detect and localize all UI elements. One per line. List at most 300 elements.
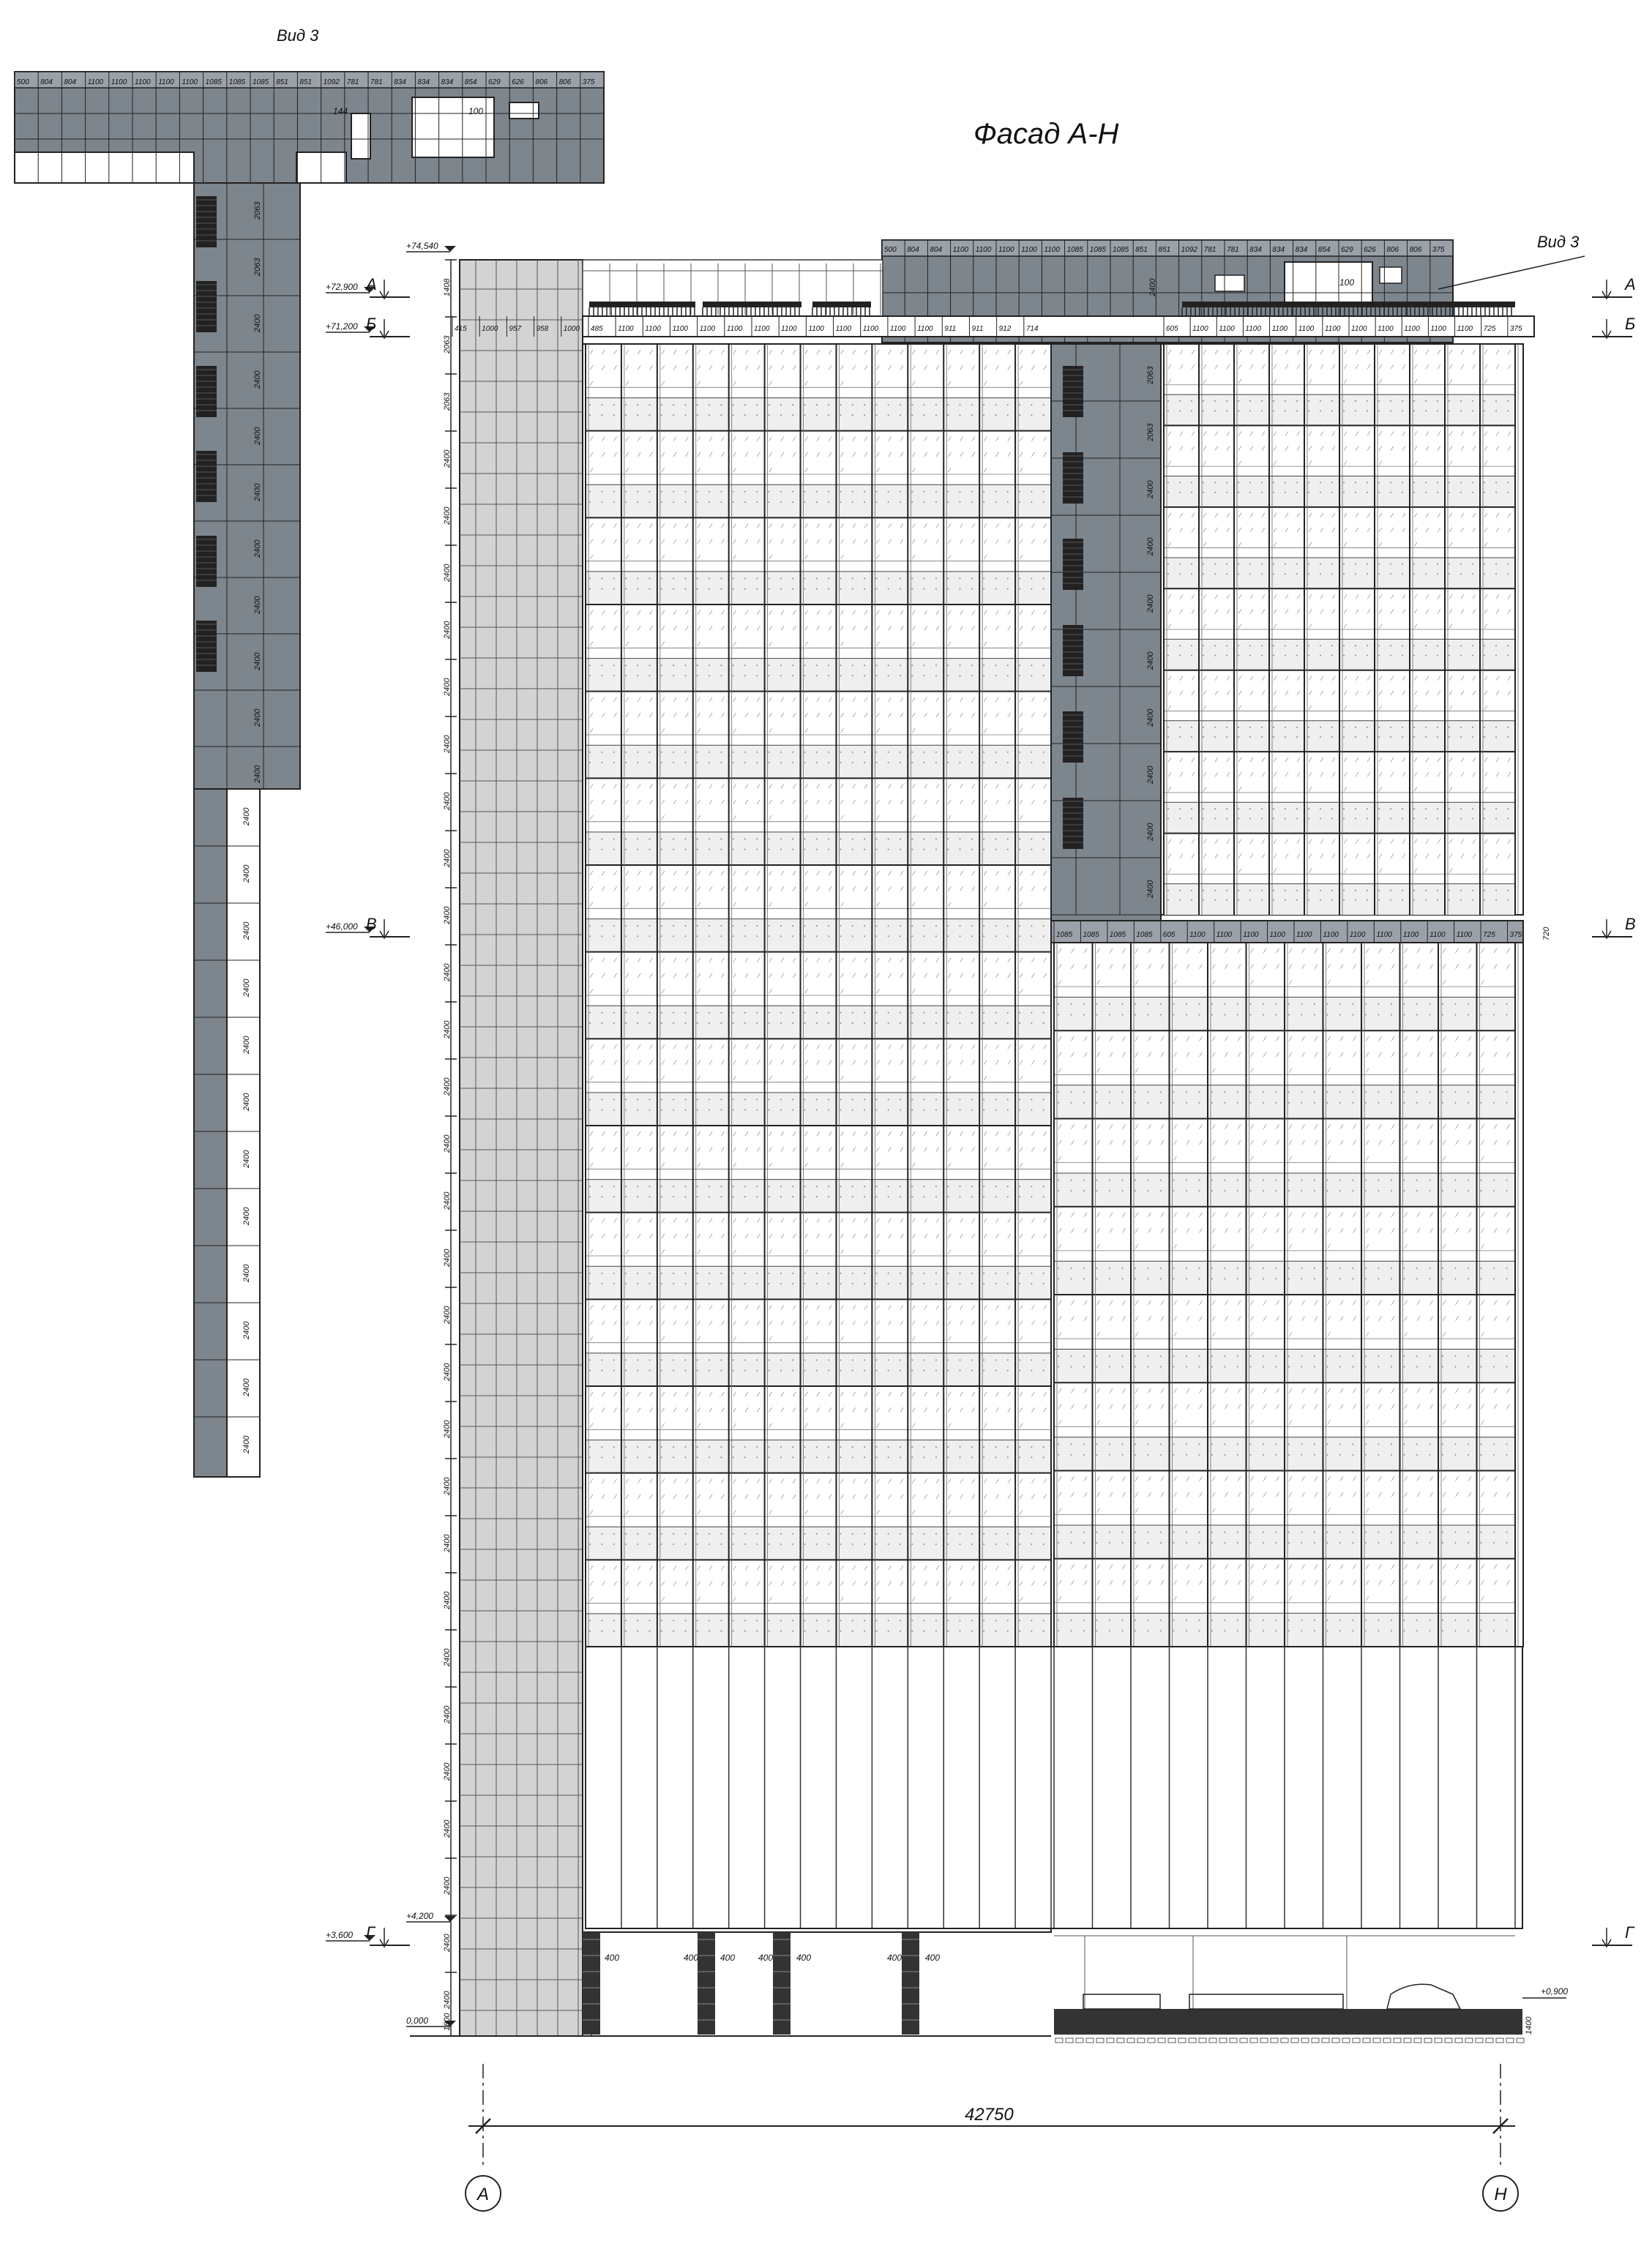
spandrel-dot: [1308, 655, 1309, 656]
spandrel-dot: [601, 1446, 602, 1448]
spandrel-dot: [661, 1620, 662, 1621]
spandrel-dot: [769, 1022, 770, 1024]
spandrel-dot: [840, 1456, 841, 1458]
spandrel-dot: [1429, 1003, 1431, 1005]
spandrel-dot: [1019, 925, 1020, 927]
spandrel-dot: [613, 1196, 615, 1197]
spandrel-dot: [995, 414, 996, 416]
spandrel-dot: [911, 675, 913, 676]
spandrel-dot: [589, 588, 591, 590]
spandrel-dot: [1261, 400, 1263, 402]
spandrel-dot: [1191, 890, 1192, 891]
spandrel-dot: [709, 1099, 710, 1100]
spandrel-dot: [935, 1359, 937, 1361]
louver-panel: [1063, 366, 1083, 417]
spandrel-dot: [1043, 404, 1044, 405]
width-label: 415: [455, 325, 467, 333]
spandrel-dot: [684, 1533, 686, 1535]
spandrel-dot: [1413, 736, 1415, 738]
spandrel-dot: [733, 1543, 734, 1545]
spandrel-dot: [1109, 1278, 1110, 1279]
spandrel-dot: [709, 849, 710, 850]
spandrel-dot: [1226, 890, 1227, 891]
spandrel-dot: [1367, 899, 1368, 901]
spandrel-dot: [684, 665, 686, 666]
spandrel-dot: [804, 1456, 806, 1458]
spandrel-dot: [1481, 1268, 1482, 1269]
spandrel-dot: [601, 1359, 602, 1361]
spandrel-dot: [1413, 818, 1415, 820]
spandrel-dot: [1493, 1003, 1495, 1005]
spandrel-dot: [935, 1186, 937, 1187]
spandrel-dot: [1472, 899, 1473, 901]
spandrel-dot: [983, 577, 984, 579]
spandrel-dot: [828, 1359, 829, 1361]
spandrel-dot: [983, 588, 984, 590]
spandrel-dot: [864, 1099, 865, 1100]
spandrel-dot: [780, 752, 782, 753]
louver-panel: [196, 451, 217, 502]
width-label: 1100: [781, 325, 797, 333]
height-label: 2063: [1146, 366, 1155, 384]
height-label: 2400: [242, 1378, 251, 1396]
spandrel-dot: [816, 665, 818, 666]
spandrel-dot: [1043, 935, 1044, 937]
spandrel-dot: [1308, 727, 1309, 728]
spandrel-dot: [1355, 736, 1356, 738]
spandrel-dot: [1238, 564, 1239, 565]
spandrel-dot: [983, 1533, 984, 1535]
width-label: 1100: [1245, 325, 1261, 333]
spandrel-dot: [589, 1099, 591, 1100]
spandrel-dot: [875, 588, 877, 590]
spandrel-dot: [1425, 482, 1427, 483]
spandrel-dot: [804, 1543, 806, 1545]
spandrel-dot: [1019, 1543, 1020, 1545]
spandrel-dot: [947, 849, 949, 850]
spandrel-dot: [780, 1022, 782, 1024]
spandrel-dot: [1429, 1278, 1431, 1279]
spandrel-dot: [1343, 727, 1345, 728]
spandrel-dot: [804, 665, 806, 666]
spandrel-dot: [852, 491, 853, 493]
spandrel-dot: [673, 675, 674, 676]
spandrel-dot: [816, 838, 818, 839]
width-label: 725: [1483, 325, 1496, 333]
spandrel-dot: [1484, 492, 1485, 493]
spandrel-dot: [947, 1620, 949, 1621]
spandrel-dot: [1167, 655, 1169, 656]
spandrel-dot: [649, 1022, 651, 1024]
spandrel-dot: [1285, 818, 1286, 820]
spandrel-dot: [1413, 573, 1415, 575]
spandrel-dot: [637, 1543, 638, 1545]
spandrel-dot: [1263, 1102, 1264, 1104]
spandrel-dot: [1493, 1355, 1495, 1357]
spandrel-dot: [1225, 1003, 1226, 1005]
spandrel-dot: [840, 1631, 841, 1632]
spandrel-dot: [947, 1533, 949, 1535]
spandrel-dot: [864, 1359, 865, 1361]
spandrel-dot: [709, 762, 710, 763]
spandrel-dot: [601, 1099, 602, 1100]
spandrel-dot: [1413, 808, 1415, 809]
spandrel-dot: [888, 1186, 889, 1187]
spandrel-dot: [589, 762, 591, 763]
width-label: 804: [40, 78, 53, 86]
spandrel-dot: [947, 1012, 949, 1014]
spandrel-dot: [875, 501, 877, 503]
spandrel-dot: [1199, 1190, 1200, 1191]
spandrel-dot: [1273, 400, 1274, 402]
spandrel-dot: [971, 1370, 973, 1372]
spandrel-dot: [1343, 890, 1345, 891]
spandrel-dot: [983, 925, 984, 927]
spandrel-dot: [1237, 1180, 1238, 1181]
louver-panel: [1063, 452, 1083, 504]
spandrel-dot: [888, 1109, 889, 1111]
spandrel-dot: [960, 588, 961, 590]
spandrel-dot: [1495, 564, 1497, 565]
spandrel-dot: [1343, 655, 1345, 656]
width-label: 1100: [182, 78, 198, 86]
spandrel-dot: [1214, 492, 1216, 493]
spandrel-dot: [1135, 1278, 1136, 1279]
spandrel-dot: [1031, 1022, 1032, 1024]
spandrel-dot: [911, 1273, 913, 1274]
spandrel-dot: [960, 1533, 961, 1535]
spandrel-dot: [1261, 573, 1263, 575]
spandrel-dot: [1484, 645, 1485, 646]
spandrel-dot: [840, 935, 841, 937]
spandrel-dot: [613, 1022, 615, 1024]
spandrel-dot: [1043, 1456, 1044, 1458]
spandrel-dot: [1437, 899, 1438, 901]
spandrel-dot: [1320, 899, 1321, 901]
spandrel-dot: [697, 414, 698, 416]
spandrel-dot: [1468, 1091, 1469, 1093]
spandrel-dot: [733, 665, 734, 666]
spandrel-dot: [1365, 1278, 1367, 1279]
spandrel-dot: [983, 1631, 984, 1632]
spandrel-dot: [625, 849, 627, 850]
spandrel-dot: [1211, 1190, 1213, 1191]
spandrel-dot: [1288, 1102, 1290, 1104]
spandrel-dot: [1425, 492, 1427, 493]
spandrel-dot: [1263, 1180, 1264, 1181]
spandrel-dot: [1096, 1190, 1098, 1191]
spandrel-dot: [1495, 400, 1497, 402]
spandrel-dot: [1495, 890, 1497, 891]
spandrel-dot: [1031, 1109, 1032, 1111]
spandrel-dot: [1507, 492, 1509, 493]
spandrel-dot: [792, 762, 793, 763]
width-label: 1100: [1298, 325, 1315, 333]
width-label: 725: [1483, 931, 1495, 939]
spandrel-dot: [1493, 1180, 1495, 1181]
spandrel-dot: [1402, 727, 1403, 728]
spandrel-dot: [613, 1631, 615, 1632]
spandrel-dot: [589, 935, 591, 937]
spandrel-dot: [888, 501, 889, 503]
width-label: 1100: [1349, 931, 1366, 939]
spandrel-dot: [1031, 1186, 1032, 1187]
spandrel-dot: [828, 1456, 829, 1458]
spandrel-dot: [792, 491, 793, 493]
spandrel-dot: [613, 1012, 615, 1014]
spandrel-dot: [720, 577, 722, 579]
spandrel-dot: [1413, 890, 1415, 891]
spandrel-dot: [1109, 1180, 1110, 1181]
spandrel-dot: [1019, 1370, 1020, 1372]
spandrel-dot: [780, 1446, 782, 1448]
spandrel-dot: [1404, 1355, 1405, 1357]
spandrel-dot: [924, 1109, 925, 1111]
spandrel-dot: [649, 925, 651, 927]
spandrel-dot: [971, 1099, 973, 1100]
spandrel-dot: [756, 404, 758, 405]
spandrel-dot: [720, 491, 722, 493]
spandrel-dot: [1402, 890, 1403, 891]
spandrel-dot: [769, 501, 770, 503]
spandrel-dot: [649, 762, 651, 763]
height-label: 2400: [253, 765, 262, 783]
spandrel-dot: [888, 1620, 889, 1621]
spandrel-dot: [1320, 727, 1321, 728]
spandrel-dot: [792, 925, 793, 927]
spandrel-dot: [1273, 492, 1274, 493]
spandrel-dot: [1173, 1268, 1175, 1269]
spandrel-dot: [661, 491, 662, 493]
spandrel-dot: [1148, 1366, 1149, 1368]
spandrel-dot: [971, 838, 973, 839]
width-label: 806: [535, 78, 548, 86]
spandrel-dot: [625, 1099, 627, 1100]
spandrel-dot: [840, 1543, 841, 1545]
spandrel-dot: [661, 1359, 662, 1361]
spandrel-dot: [780, 925, 782, 927]
spandrel-dot: [1276, 1091, 1277, 1093]
spandrel-dot: [1007, 665, 1009, 666]
spandrel-dot: [1096, 1091, 1098, 1093]
spandrel-dot: [1331, 564, 1333, 565]
spandrel-dot: [852, 404, 853, 405]
spandrel-dot: [697, 491, 698, 493]
spandrel-dot: [673, 838, 674, 839]
spandrel-dot: [1173, 1091, 1175, 1093]
spandrel-dot: [900, 1533, 901, 1535]
spandrel-dot: [911, 1446, 913, 1448]
spandrel-dot: [1263, 1003, 1264, 1005]
spandrel-dot: [1429, 1091, 1431, 1093]
spandrel-dot: [720, 1533, 722, 1535]
spandrel-dot: [1214, 890, 1216, 891]
spandrel-dot: [935, 501, 937, 503]
spandrel-dot: [637, 501, 638, 503]
spandrel-dot: [1288, 1091, 1290, 1093]
spandrel-dot: [816, 849, 818, 850]
spandrel-dot: [1391, 1003, 1392, 1005]
spandrel-dot: [1109, 1190, 1110, 1191]
spandrel-dot: [649, 1109, 651, 1111]
spandrel-dot: [1506, 1102, 1508, 1104]
louver-panel: [196, 281, 217, 332]
spandrel-dot: [1288, 1014, 1290, 1016]
width-label: 1100: [1378, 325, 1394, 333]
spandrel-dot: [1355, 727, 1356, 728]
width-label: 1100: [917, 325, 933, 333]
spandrel-dot: [601, 1012, 602, 1014]
spandrel-dot: [1506, 1278, 1508, 1279]
spandrel-dot: [1378, 645, 1380, 646]
spandrel-dot: [744, 1109, 746, 1111]
spandrel-dot: [697, 1022, 698, 1024]
spandrel-dot: [661, 1273, 662, 1274]
spandrel-dot: [1314, 1355, 1315, 1357]
spandrel-dot: [1437, 727, 1438, 728]
spandrel-dot: [840, 1273, 841, 1274]
spandrel-dot: [1331, 808, 1333, 809]
railing-top: [703, 302, 801, 307]
height-label: 2400: [1146, 594, 1155, 613]
width-label: 1092: [323, 78, 340, 86]
spandrel-dot: [995, 1273, 996, 1274]
spandrel-dot: [601, 1456, 602, 1458]
spandrel-dot: [1416, 1003, 1418, 1005]
spandrel-dot: [1276, 1014, 1277, 1016]
spandrel-dot: [1007, 1370, 1009, 1372]
spandrel-dot: [816, 1012, 818, 1014]
spandrel-dot: [1314, 1366, 1315, 1368]
spandrel-dot: [1301, 1355, 1303, 1357]
spandrel-dot: [625, 1109, 627, 1111]
spandrel-dot: [1416, 1102, 1418, 1104]
spandrel-dot: [733, 501, 734, 503]
spandrel-dot: [1211, 1180, 1213, 1181]
spandrel-dot: [684, 414, 686, 416]
spandrel-dot: [864, 414, 865, 416]
spandrel-dot: [709, 577, 710, 579]
spandrel-dot: [828, 491, 829, 493]
spandrel-dot: [971, 1456, 973, 1458]
spandrel-dot: [1507, 655, 1509, 656]
spandrel-dot: [1214, 899, 1216, 901]
spandrel-dot: [589, 501, 591, 503]
spandrel-dot: [601, 404, 602, 405]
spandrel-dot: [888, 752, 889, 753]
spandrel-dot: [971, 1446, 973, 1448]
spandrel-dot: [769, 1012, 770, 1014]
spandrel-dot: [828, 1446, 829, 1448]
spandrel-dot: [1238, 808, 1239, 809]
width-label: 1000: [563, 325, 580, 333]
spandrel-dot: [1367, 564, 1368, 565]
spandrel-dot: [661, 1456, 662, 1458]
spandrel-dot: [637, 1186, 638, 1187]
spandrel-dot: [864, 752, 865, 753]
spandrel-dot: [1495, 645, 1497, 646]
spandrel-dot: [1249, 564, 1251, 565]
height-label: 2400: [242, 807, 251, 826]
spandrel-dot: [1416, 1014, 1418, 1016]
spandrel-dot: [1007, 1196, 1009, 1197]
width-label: 1085: [1056, 931, 1073, 939]
spandrel-dot: [1331, 482, 1333, 483]
spandrel-dot: [935, 1370, 937, 1372]
spandrel-dot: [1507, 564, 1509, 565]
spandrel-dot: [1472, 482, 1473, 483]
spandrel-dot: [888, 1533, 889, 1535]
width-label: 1100: [952, 246, 969, 254]
width-label: 851: [1135, 246, 1148, 254]
spandrel-dot: [1472, 564, 1473, 565]
spandrel-band: [586, 484, 1051, 517]
spandrel-dot: [709, 414, 710, 416]
spandrel-dot: [792, 1631, 793, 1632]
spandrel-dot: [1043, 1370, 1044, 1372]
spandrel-dot: [971, 414, 973, 416]
spandrel-dot: [1214, 645, 1216, 646]
spandrel-dot: [1238, 492, 1239, 493]
spandrel-dot: [1288, 1278, 1290, 1279]
spandrel-dot: [1442, 1278, 1443, 1279]
spandrel-dot: [1437, 736, 1438, 738]
spandrel-dot: [1019, 1109, 1020, 1111]
spandrel-dot: [637, 1359, 638, 1361]
spandrel-dot: [1308, 482, 1309, 483]
spandrel-dot: [1019, 1022, 1020, 1024]
spandrel-dot: [875, 1631, 877, 1632]
spandrel-dot: [1481, 1190, 1482, 1191]
spandrel-dot: [1449, 573, 1450, 575]
spandrel-dot: [1327, 1180, 1328, 1181]
spandrel-dot: [625, 577, 627, 579]
spandrel-dot: [720, 1446, 722, 1448]
spandrel-dot: [756, 1543, 758, 1545]
spandrel-dot: [804, 414, 806, 416]
spandrel-dot: [804, 762, 806, 763]
spandrel-dot: [1019, 588, 1020, 590]
spandrel-dot: [1416, 1091, 1418, 1093]
spandrel-dot: [613, 925, 615, 927]
spandrel-dot: [720, 849, 722, 850]
spandrel-dot: [744, 501, 746, 503]
spandrel-dot: [804, 925, 806, 927]
spandrel-dot: [1031, 1370, 1032, 1372]
spandrel-dot: [661, 1631, 662, 1632]
spandrel-dot: [756, 1186, 758, 1187]
spandrel-dot: [1331, 890, 1333, 891]
spandrel-dot: [780, 1012, 782, 1014]
spandrel-dot: [769, 1099, 770, 1100]
spandrel-dot: [1429, 1366, 1431, 1368]
spandrel-dot: [828, 1273, 829, 1274]
spandrel-dot: [1301, 1102, 1303, 1104]
spandrel-dot: [1238, 899, 1239, 901]
spandrel-dot: [924, 588, 925, 590]
spandrel-dot: [900, 414, 901, 416]
spandrel-dot: [744, 925, 746, 927]
spandrel-dot: [601, 1273, 602, 1274]
width-label: 1100: [726, 325, 743, 333]
spandrel-dot: [637, 1012, 638, 1014]
view-label-top: Вид 3: [277, 26, 319, 45]
spandrel-dot: [637, 762, 638, 763]
spandrel-dot: [900, 752, 901, 753]
spandrel-dot: [709, 1012, 710, 1014]
spandrel-dot: [1043, 665, 1044, 666]
spandrel-dot: [995, 1186, 996, 1187]
